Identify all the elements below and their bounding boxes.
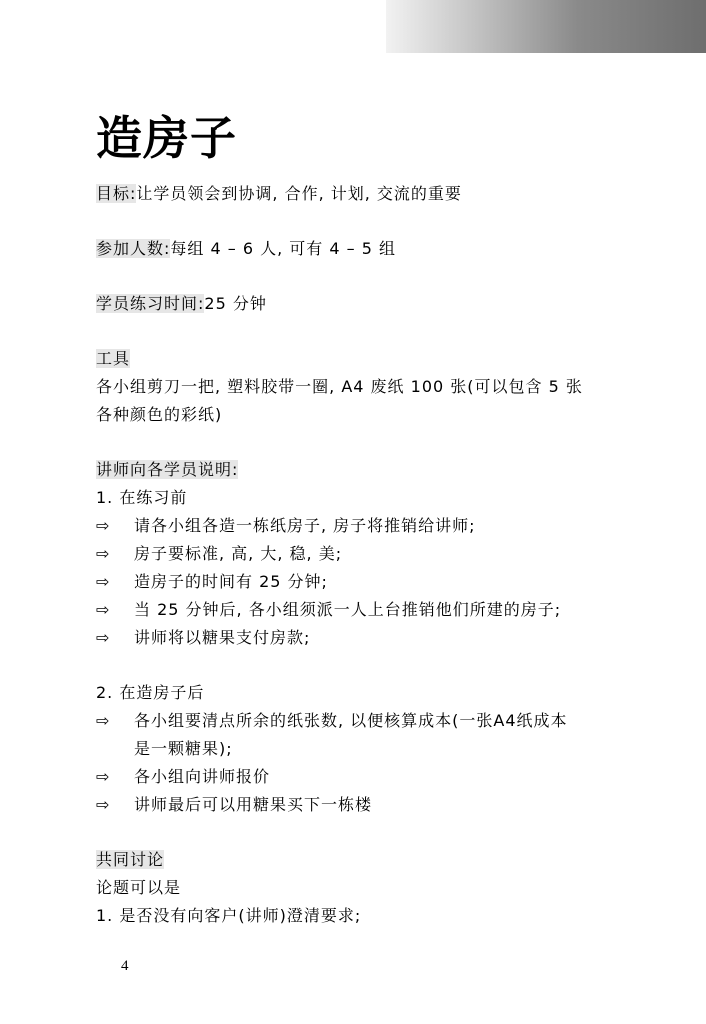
list-item — [96, 596, 561, 624]
arrow-right-icon: ⇨ — [96, 628, 111, 647]
arrow-right-icon: ⇨ — [96, 767, 111, 786]
tools-heading — [96, 345, 130, 373]
arrow-right-icon: ⇨ — [96, 795, 111, 814]
arrow-right-icon: ⇨ — [96, 572, 111, 591]
list-item — [96, 707, 568, 735]
participants-text: 每组 4 – 6 人, 可有 4 – 5 组 — [170, 239, 396, 258]
list-item — [96, 540, 342, 568]
list-item-text: 讲师将以糖果支付房款; — [134, 628, 311, 647]
arrow-right-icon: ⇨ — [96, 544, 111, 563]
arrow-right-icon: ⇨ — [96, 516, 111, 535]
arrow-right-icon: ⇨ — [96, 600, 111, 619]
instructions-heading — [96, 456, 238, 484]
discussion-heading — [96, 846, 164, 874]
time-text: 25 分钟 — [204, 294, 267, 313]
list-item — [96, 568, 328, 596]
list-item-text: 各小组要清点所余的纸张数, 以便核算成本(一张A4纸成本 — [134, 711, 568, 730]
tools-label: 工具 — [96, 349, 131, 368]
list-item — [96, 791, 372, 819]
goal-label: 目标: — [96, 184, 137, 203]
goal-text: 让学员领会到协调, 合作, 计划, 交流的重要 — [136, 184, 462, 203]
participants-line — [96, 235, 396, 263]
arrow-right-icon: ⇨ — [96, 711, 111, 730]
list-item — [96, 624, 310, 652]
list-item-text: 各小组向讲师报价 — [134, 767, 271, 786]
page-title: 造房子 — [96, 111, 237, 165]
discussion-item-1: 1. 是否没有向客户(讲师)澄清要求; — [96, 906, 362, 925]
list-item-continuation: 是一颗糖果); — [134, 739, 233, 758]
corner-gradient-bar — [386, 0, 706, 53]
discussion-label: 共同讨论 — [96, 850, 165, 869]
participants-label: 参加人数: — [96, 239, 171, 258]
list-item — [96, 763, 270, 791]
before-heading: 1. 在练习前 — [96, 488, 188, 507]
list-item-text: 当 25 分钟后, 各小组须派一人上台推销他们所建的房子; — [134, 600, 562, 619]
tools-line-1: 各小组剪刀一把, 塑料胶带一圈, A4 废纸 100 张(可以包含 5 张 — [96, 377, 583, 396]
page-number: 4 — [121, 958, 129, 974]
goal-line — [96, 180, 462, 208]
list-item — [96, 512, 476, 540]
time-line — [96, 290, 267, 318]
time-label: 学员练习时间: — [96, 294, 205, 313]
instructions-label: 讲师向各学员说明: — [96, 460, 239, 479]
after-heading: 2. 在造房子后 — [96, 683, 205, 702]
tools-line-2: 各种颜色的彩纸) — [96, 405, 223, 424]
list-item-text: 请各小组各造一栋纸房子, 房子将推销给讲师; — [134, 516, 476, 535]
list-item-text: 房子要标准, 高, 大, 稳, 美; — [134, 544, 343, 563]
list-item-text: 造房子的时间有 25 分钟; — [134, 572, 328, 591]
list-item-text: 讲师最后可以用糖果买下一栋楼 — [134, 795, 373, 814]
discussion-intro: 论题可以是 — [96, 878, 182, 897]
